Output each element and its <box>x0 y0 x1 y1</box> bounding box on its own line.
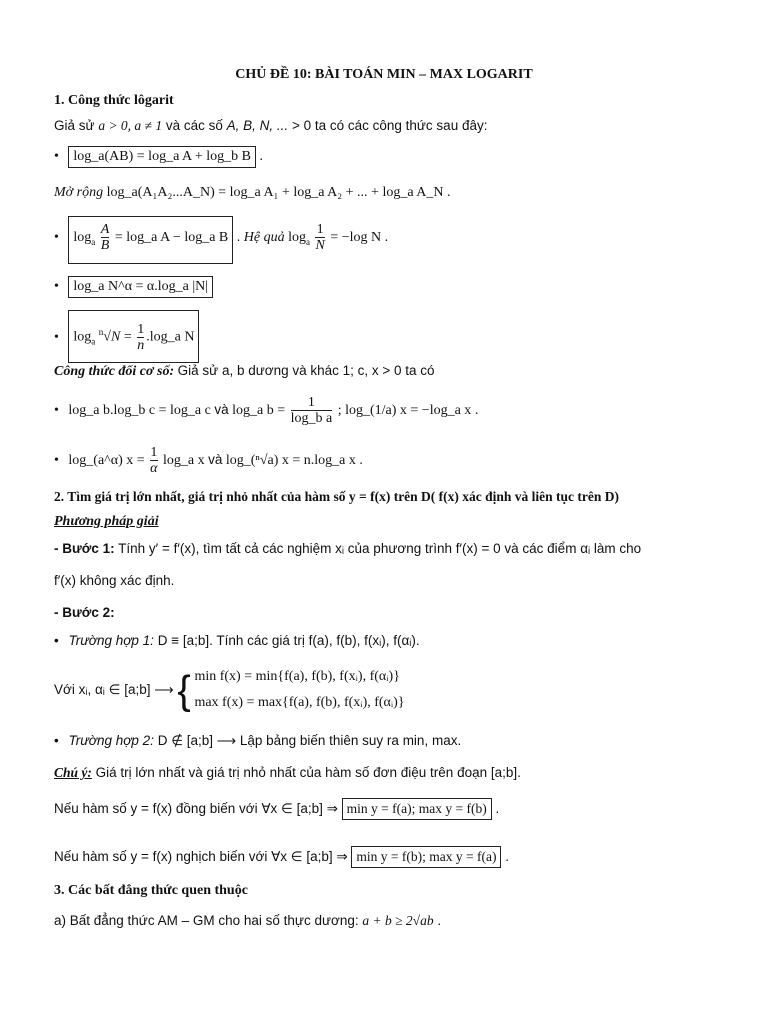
bullet-icon: • <box>54 633 59 648</box>
bullet-icon: • <box>54 453 59 468</box>
corollary-label: Hệ quả <box>243 230 285 245</box>
min-max-system <box>54 660 405 720</box>
step-1-line-2: f′(x) không xác định. <box>54 573 175 588</box>
frac-den: α <box>150 461 158 477</box>
formula-quotient-box: $\log_a$ $\frac{A}{B}$ = log_a A − log_a B <box>68 216 233 264</box>
frac-num: 1 <box>137 321 145 337</box>
frac-den: N <box>315 238 325 254</box>
min-line: min f(x) = min{f(a), f(b), f(xᵢ), f(αᵢ)} <box>194 669 400 685</box>
formula-quotient: • $\log_a$ $\frac{A}{B}$ = log_a A − log_a B . Hệ quả $\log_a$ $\frac{1}{N}$ = −log N . <box>54 216 388 256</box>
intro-line <box>54 117 487 135</box>
brace-icon: { <box>177 668 191 713</box>
page-title: CHỦ ĐỀ 10: BÀI TOÁN MIN – MAX LOGARIT <box>235 67 533 82</box>
bullet-icon: • <box>54 329 59 345</box>
bullet-icon: • <box>54 279 59 294</box>
frac-num: 1 <box>316 222 324 238</box>
formula-root <box>54 310 199 353</box>
frac-num: 1 <box>150 445 158 461</box>
note-text: Giá trị lớn nhất và giá trị nhỏ nhất của hàm số đơn điệu trên đoạn [a;b]. <box>95 765 521 780</box>
decreasing-text: Nếu hàm số y = f(x) nghịch biến với ∀x ∈ [a;b] ⇒ <box>54 849 348 864</box>
corollary-rhs: = −log N <box>330 230 382 245</box>
formula-product: • log_a(AB) = log_a A + log_b B . <box>54 146 263 168</box>
bullet-icon: • <box>54 733 59 748</box>
case-1-line <box>54 632 420 650</box>
note-line <box>54 764 521 782</box>
change-of-base-text: Giả sử a, b dương và khác 1; c, x > 0 ta có <box>177 363 435 378</box>
change-of-base-formula-2: • log_(a^α) x = $\frac{1}{\alpha}$ log_a x và log_(ⁿ√a) x = n.log_a x . <box>54 445 363 477</box>
base-formula-a: log_a b.log_b c = log_a c <box>68 403 211 418</box>
case-2-line <box>54 732 461 750</box>
section-3-heading: 3. Các bất đẳng thức quen thuộc <box>54 883 248 898</box>
bullet-icon: • <box>54 403 59 418</box>
formula-product-box: log_a(AB) = log_a A + log_b B <box>68 146 256 168</box>
decreasing-box: min y = f(b); max y = f(a) <box>351 846 501 868</box>
base-formula-f: log_(ⁿ√a) x = n.log_a x <box>225 453 356 468</box>
case-2-label: Trường hợp 2: <box>68 733 154 748</box>
formula-power <box>54 276 213 298</box>
base-formula-e: log_a x <box>163 453 205 468</box>
base-formula-d: log_(a^α) x = <box>68 453 145 468</box>
step-1-text: Tính y′ = f′(x), tìm tất cả các nghiệm xᵢ của phương trình f′(x) = 0 và các điểm αᵢ làm cho <box>118 541 642 556</box>
and-text: và <box>208 452 223 467</box>
intro-vars: A, B, N, ... <box>226 118 289 133</box>
change-of-base-formula-1: • log_a b.log_b c = log_a c và log_a b = $\frac{1}{\text{log\_b a}}$ ; log_(1/a) x = −log_a x . <box>54 395 479 427</box>
change-of-base-line <box>54 362 435 381</box>
step-1-line <box>54 540 641 558</box>
bullet-icon: • <box>54 149 59 164</box>
increasing-line: Nếu hàm số y = f(x) đồng biến với ∀x ∈ [a;b] ⇒ min y = f(a); max y = f(b) . <box>54 798 499 820</box>
base-formula-c: ; log_(1/a) x = −log_a x <box>337 403 472 418</box>
section-2-heading: 2. Tìm giá trị lớn nhất, giá trị nhỏ nhất của hàm số y = f(x) trên D( f(x) xác định và liên tục trên D) <box>54 489 620 504</box>
intro-cond: a > 0, a ≠ 1 <box>98 118 163 133</box>
case-1-label: Trường hợp 1: <box>68 633 154 648</box>
extension-label: Mở rộng <box>54 185 104 200</box>
am-gm-text: a) Bất đẳng thức AM – GM cho hai số thực dương: <box>54 913 359 928</box>
increasing-box: min y = f(a); max y = f(b) <box>342 798 492 820</box>
case-1-text: D ≡ [a;b]. Tính các giá trị f(a), f(b), f(xᵢ), f(αᵢ). <box>157 633 420 648</box>
intro-text-c: > 0 ta có các công thức sau đây: <box>291 118 488 133</box>
am-gm-formula: a + b ≥ 2√ab <box>362 913 434 928</box>
frac-num: A <box>100 222 110 238</box>
with-label: Với <box>54 682 75 697</box>
intro-text-b: và các số <box>165 118 223 133</box>
bullet-icon: • <box>54 230 59 245</box>
formula-power-box: log_a N^α = α.log_a |N| <box>68 276 213 298</box>
extension-line: Mở rộng log_a(A₁A₂...A_N) = log_a A₁ + log_a A₂ + ... + log_a A_N . <box>54 185 451 200</box>
step-2-label: - Bước 2: <box>54 605 115 620</box>
step-1-label: - Bước 1: <box>54 541 115 556</box>
extension-formula: log_a(A₁A₂...A_N) = log_a A₁ + log_a A₂ + ... + log_a A_N <box>106 185 444 200</box>
change-of-base-label: Công thức đổi cơ số: <box>54 364 175 379</box>
base-formula-b: log_a b = <box>232 403 286 418</box>
method-heading: Phương pháp giải <box>54 514 159 529</box>
formula-root-box: $\log_a ^n√N$ = $\frac{1}{n}$ .log_a N <box>68 310 199 363</box>
section-1-heading: 1. Công thức lôgarit <box>54 93 174 108</box>
intro-text-a: Giả sử <box>54 118 95 133</box>
and-text: và <box>214 402 229 417</box>
quotient-rhs: = log_a A − log_a B <box>114 230 229 245</box>
decreasing-line: Nếu hàm số y = f(x) nghịch biến với ∀x ∈ [a;b] ⇒ min y = f(b); max y = f(a) . <box>54 846 509 868</box>
increasing-text: Nếu hàm số y = f(x) đồng biến với ∀x ∈ [a;b] ⇒ <box>54 801 338 816</box>
with-condition: xᵢ, αᵢ ∈ [a;b] ⟶ <box>78 682 174 697</box>
note-label: Chú ý: <box>54 765 92 780</box>
am-gm-line: a) Bất đẳng thức AM – GM cho hai số thực dương: a + b ≥ 2√ab . <box>54 913 442 928</box>
frac-den: B <box>100 238 110 254</box>
case-2-text: D ∉ [a;b] ⟶ Lập bảng biến thiên suy ra min, max. <box>157 733 462 748</box>
frac-den: log_b a <box>290 411 333 427</box>
frac-den: n <box>137 337 145 353</box>
max-line: max f(x) = max{f(a), f(b), f(xᵢ), f(αᵢ)} <box>194 695 405 711</box>
root-tail: .log_a N <box>146 329 195 345</box>
frac-num: 1 <box>307 395 315 411</box>
